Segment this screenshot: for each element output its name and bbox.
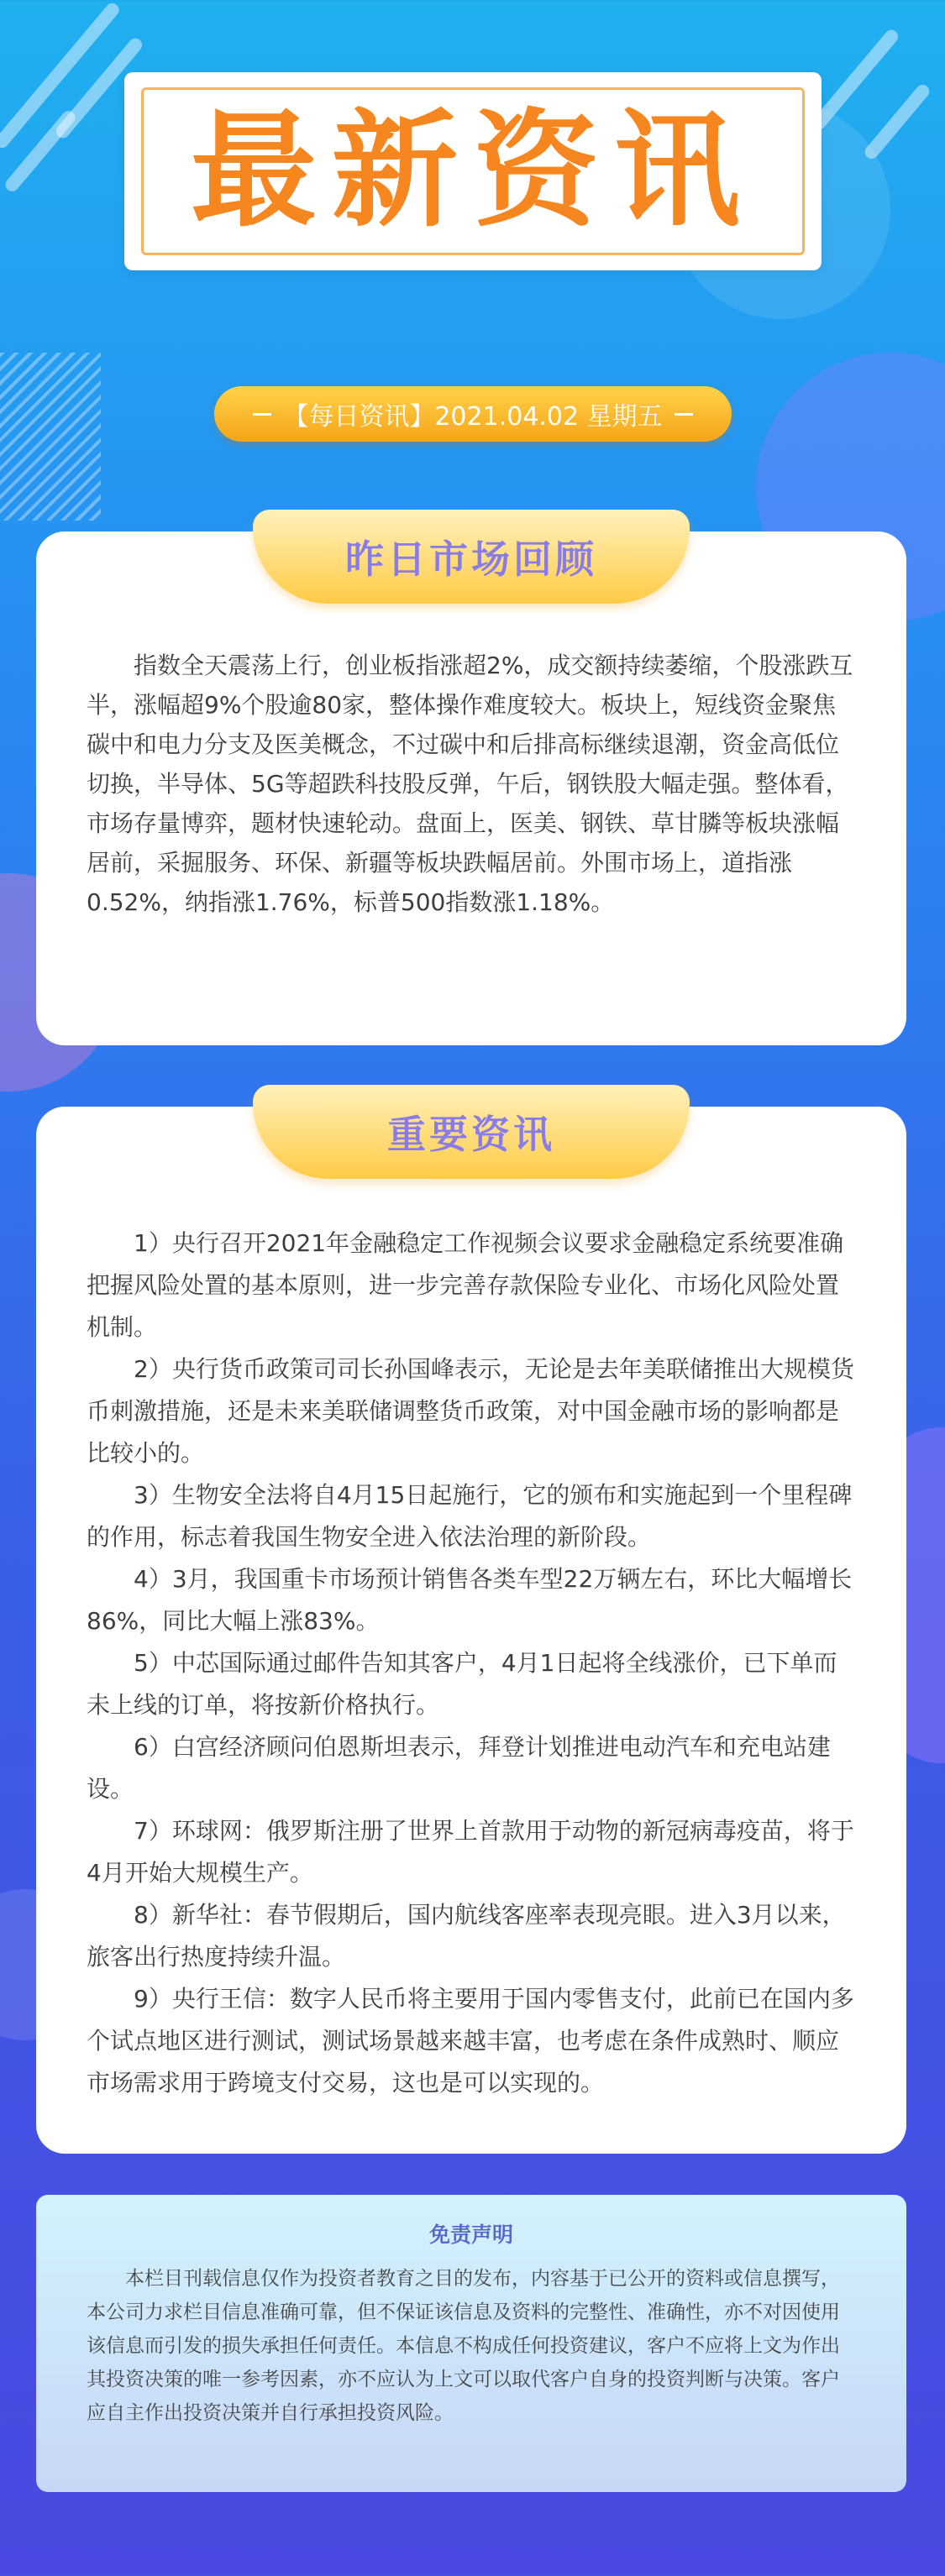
news-item: 4）3月，我国重卡市场预计销售各类车型22万辆左右，环比大幅增长86%，同比大幅上涨83%。 [87, 1565, 853, 1635]
market-review-card [36, 531, 906, 1045]
news-item: 1）央行召开2021年金融稳定工作视频会议要求金融稳定系统要准确把握风险处置的基本原则，进一步完善存款保险专业化、市场化风险处置机制。 [87, 1229, 844, 1341]
important-news-heading: 重要资讯 [253, 1085, 690, 1179]
news-item: 2）央行货币政策司司长孙国峰表示，无论是去年美联储推出大规模货币刺激措施，还是未来美联储调整货币政策，对中国金融市场的影响都是比较小的。 [87, 1355, 854, 1467]
disclaimer-title: 免责声明 [428, 2223, 513, 2247]
news-item: 8）新华社：春节假期后，国内航线客座率表现亮眼。进入3月以来，旅客出行热度持续升温。 [87, 1901, 846, 1971]
title-frame [141, 87, 805, 255]
dash-left-icon [253, 413, 271, 416]
news-item: 6）白宫经济顾问伯恩斯坦表示，拜登计划推进电动汽车和充电站建设。 [87, 1733, 831, 1803]
dash-right-icon [675, 413, 693, 416]
title-banner [124, 72, 822, 270]
news-item: 9）央行王信：数字人民币将主要用于国内零售支付，此前已在国内多个试点地区进行测试，测试场景越来越丰富，也考虑在条件成熟时、顺应市场需求用于跨境支付交易，这也是可以实现的。 [87, 1985, 854, 2097]
news-item: 5）中芯国际通过邮件告知其客户，4月1日起将全线涨价，已下单而未上线的订单，将按新价格执行。 [87, 1649, 837, 1719]
news-item: 7）环球网：俄罗斯注册了世界上首款用于动物的新冠病毒疫苗，将于4月开始大规模生产。 [87, 1817, 854, 1887]
date-line: 【每日资讯】2021.04.02 星期五 [283, 402, 663, 432]
market-review-text: 指数全天震荡上行，创业板指涨超2%，成交额持续萎缩，个股涨跌互半，涨幅超9%个股逾80家，整体操作难度较大。板块上，短线资金聚焦碳中和电力分支及医美概念，不过碳中和后排高标继续退潮，资金高低位切换，半导体、5G等超跌科技股反弹，午后，钢铁股大幅走强。整体看，市场存量博弈，题材快速轮动。盘面上，医美、钢铁、草甘膦等板块涨幅居前，采掘服务、环保、新疆等板块跌幅居前。外围市场上，道指涨0.52%，纳指涨1.76%，标普500指数涨1.18%。 [87, 652, 853, 916]
page-title: 最新资讯 [190, 98, 755, 244]
market-review-heading: 昨日市场回顾 [253, 510, 690, 604]
date-badge [214, 386, 732, 442]
important-news-card [36, 1107, 906, 2154]
disclaimer-text: 本栏目刊载信息仅作为投资者教育之目的发布，内容基于已公开的资料或信息撰写，本公司力求栏目信息准确可靠，但不保证该信息及资料的完整性、准确性，亦不对因使用该信息而引发的损失承担任何责任。本信息不构成任何投资建议，客户不应将上文为作出其投资决策的唯一参考因素，亦不应认为上文可以取代客户自身的投资判断与决策。客户应自主作出投资决策并自行承担投资风险。 [87, 2268, 840, 2424]
disclaimer-box [36, 2195, 906, 2492]
news-item: 3）生物安全法将自4月15日起施行，它的颁布和实施起到一个里程碑的作用，标志着我国生物安全进入依法治理的新阶段。 [87, 1481, 853, 1551]
